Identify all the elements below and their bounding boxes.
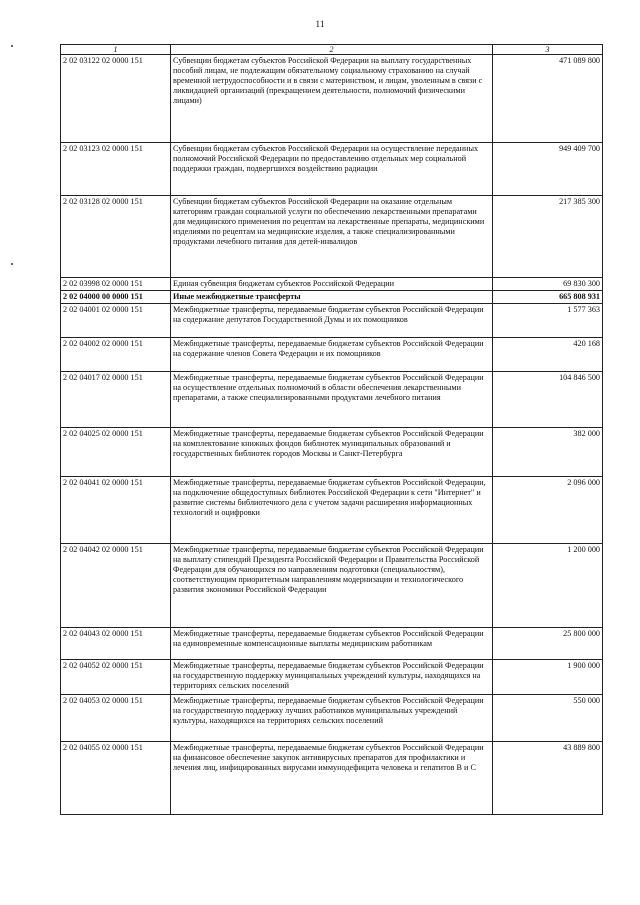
budget-classification-code: 2 02 04055 02 0000 151 — [61, 742, 171, 815]
budget-classification-code: 2 02 03122 02 0000 151 — [61, 55, 171, 143]
revenue-item-name: Субвенции бюджетам субъектов Российской Федерации на осуществление переданных полномочий Российской Федерации по предоставлению отдельных мер социальной поддержки граждан, подвергшихся воздействию радиации — [171, 143, 493, 196]
table-row — [61, 660, 603, 695]
budget-classification-code: 2 02 04002 02 0000 151 — [61, 338, 171, 372]
amount: 949 409 700 — [493, 143, 603, 196]
budget-classification-code: 2 02 04053 02 0000 151 — [61, 695, 171, 742]
table-row — [61, 278, 603, 291]
budget-classification-code: 2 02 04001 02 0000 151 — [61, 304, 171, 338]
budget-classification-code: 2 02 04025 02 0000 151 — [61, 428, 171, 477]
table-row — [61, 544, 603, 628]
table-row — [61, 291, 603, 304]
revenue-item-name: Межбюджетные трансферты, передаваемые бюджетам субъектов Российской Федерации на осуществление отдельных полномочий в области обеспечения лекарственными препаратами, а также специализированными продуктами лечебного питания — [171, 372, 493, 428]
table-row — [61, 428, 603, 477]
budget-classification-code: 2 02 04017 02 0000 151 — [61, 372, 171, 428]
revenue-item-name: Единая субвенция бюджетам субъектов Российской Федерации — [171, 278, 493, 291]
amount: 550 000 — [493, 695, 603, 742]
table-row — [61, 695, 603, 742]
budget-classification-code: 2 02 03998 02 0000 151 — [61, 278, 171, 291]
revenue-item-name: Субвенции бюджетам субъектов Российской Федерации на оказание отдельным категориям граждан социальной услуги по обеспечению лекарственными препаратами для медицинского применения по рецептам на лекарственные препараты, медицинскими изделиями по рецептам на медицинские изделия, а также специализированными продуктами лечебного питания для детей-инвалидов — [171, 196, 493, 278]
revenue-item-name: Межбюджетные трансферты, передаваемые бюджетам субъектов Российской Федерации на финансовое обеспечение закупок антивирусных препаратов для профилактики и лечения лиц, инфицированных вирусами иммунодефицита человека и гепатитов В и С — [171, 742, 493, 815]
budget-classification-code: 2 02 03128 02 0000 151 — [61, 196, 171, 278]
table-row — [61, 55, 603, 143]
budget-classification-code: 2 02 04052 02 0000 151 — [61, 660, 171, 695]
budget-classification-code: 2 02 04042 02 0000 151 — [61, 544, 171, 628]
revenue-item-name: Межбюджетные трансферты, передаваемые бюджетам субъектов Российской Федерации, на подключение общедоступных библиотек Российской Федерации к сети "Интернет" и развитие системы библиотечного дела с учетом задачи расширения информационных технологий и оцифровки — [171, 477, 493, 544]
column-number: 3 — [493, 45, 603, 55]
amount: 69 830 300 — [493, 278, 603, 291]
amount: 420 168 — [493, 338, 603, 372]
amount: 1 900 000 — [493, 660, 603, 695]
budget-revenue-table — [60, 44, 603, 815]
amount: 217 385 300 — [493, 196, 603, 278]
budget-classification-code: 2 02 03123 02 0000 151 — [61, 143, 171, 196]
scan-speck — [11, 45, 13, 47]
revenue-item-name: Межбюджетные трансферты, передаваемые бюджетам субъектов Российской Федерации на государственную поддержку муниципальных учреждений культуры, находящихся на территориях сельских поселений — [171, 660, 493, 695]
column-number-row — [61, 45, 603, 55]
table-row — [61, 338, 603, 372]
amount: 104 846 500 — [493, 372, 603, 428]
revenue-item-name: Межбюджетные трансферты, передаваемые бюджетам субъектов Российской Федерации на содержание депутатов Государственной Думы и их помощников — [171, 304, 493, 338]
amount: 25 800 000 — [493, 628, 603, 660]
amount: 382 000 — [493, 428, 603, 477]
table-row — [61, 372, 603, 428]
column-number: 1 — [61, 45, 171, 55]
revenue-item-name: Межбюджетные трансферты, передаваемые бюджетам субъектов Российской Федерации на единовременные компенсационные выплаты медицинским работникам — [171, 628, 493, 660]
table-row — [61, 477, 603, 544]
amount: 1 577 363 — [493, 304, 603, 338]
budget-classification-code: 2 02 04000 00 0000 151 — [61, 291, 171, 304]
revenue-item-name: Иные межбюджетные трансферты — [171, 291, 493, 304]
budget-classification-code: 2 02 04043 02 0000 151 — [61, 628, 171, 660]
revenue-item-name: Межбюджетные трансферты, передаваемые бюджетам субъектов Российской Федерации на содержание членов Совета Федерации и их помощников — [171, 338, 493, 372]
table-row — [61, 742, 603, 815]
revenue-item-name: Межбюджетные трансферты, передаваемые бюджетам субъектов Российской Федерации на выплату стипендий Президента Российской Федерации и Правительства Российской Федерации для обучающихся по направлениям подготовки (специальностям), соответствующим приоритетным направлениям модернизации и технологического развития экономики Российской Федерации — [171, 544, 493, 628]
revenue-item-name: Межбюджетные трансферты, передаваемые бюджетам субъектов Российской Федерации на государственную поддержку лучших работников муниципальных учреждений культуры, находящихся на территориях сельских поселений — [171, 695, 493, 742]
revenue-item-name: Межбюджетные трансферты, передаваемые бюджетам субъектов Российской Федерации на комплектование книжных фондов библиотек муниципальных образований и государственных библиотек городов Москвы и Санкт-Петербурга — [171, 428, 493, 477]
amount: 1 200 000 — [493, 544, 603, 628]
scan-speck — [11, 263, 13, 265]
column-number: 2 — [171, 45, 493, 55]
table-row — [61, 143, 603, 196]
amount: 2 096 000 — [493, 477, 603, 544]
table-row — [61, 628, 603, 660]
page-number: 11 — [315, 20, 325, 30]
budget-classification-code: 2 02 04041 02 0000 151 — [61, 477, 171, 544]
table-row — [61, 196, 603, 278]
table-row — [61, 304, 603, 338]
amount: 43 889 800 — [493, 742, 603, 815]
amount: 471 089 800 — [493, 55, 603, 143]
amount: 665 808 931 — [493, 291, 603, 304]
revenue-item-name: Субвенции бюджетам субъектов Российской Федерации на выплату государственных пособий лицам, не подлежащим обязательному социальному страхованию на случай временной нетрудоспособности и в связи с материнством, и лицам, уволенным в связи с ликвидацией организаций (прекращением деятельности, полномочий физическими лицами) — [171, 55, 493, 143]
